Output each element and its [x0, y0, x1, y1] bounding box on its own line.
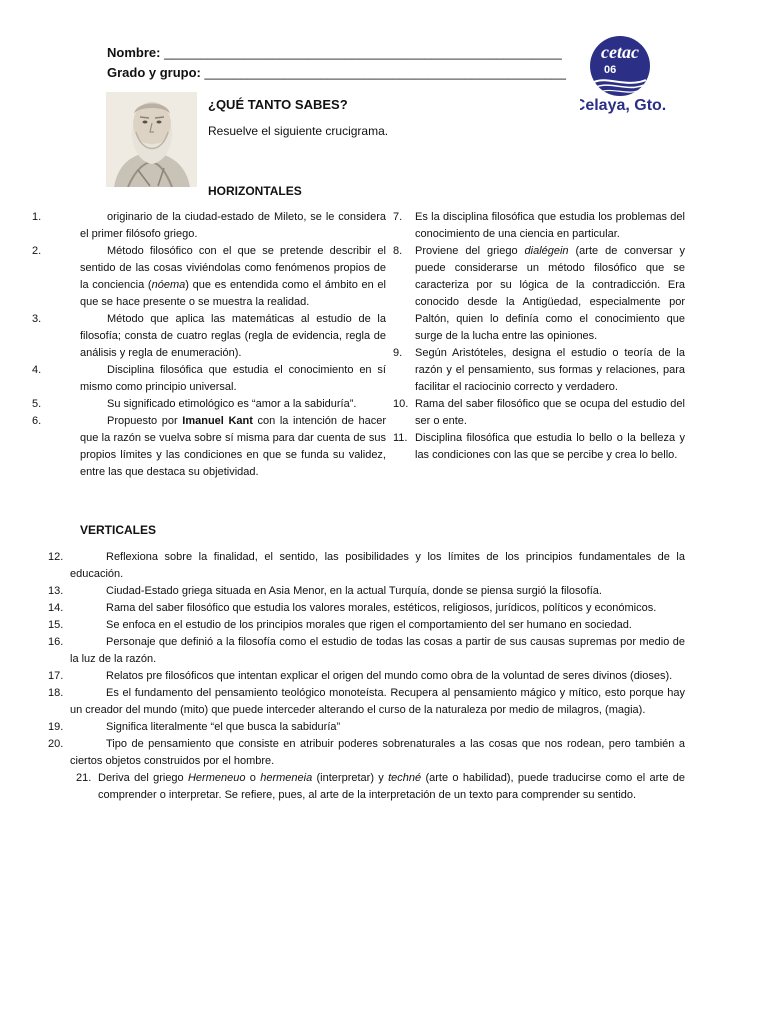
text-run: Se enfoca en el estudio de los principios morales que rigen el comportamiento del ser humano en sociedad.	[106, 619, 632, 631]
text-run: Es el fundamento del pensamiento teológico monoteísta. Recupera al pensamiento mágico y mítico, esto porque hay un creador del mundo (mito) que puede interceder alterando el curso de la naturaleza por medio de milagros, (magia).	[70, 687, 685, 716]
italic-term: Hermeneuo	[187, 772, 246, 784]
clue-text	[70, 668, 685, 685]
vertical-clues	[48, 549, 685, 804]
clue-text	[70, 617, 685, 634]
clue-6	[32, 413, 386, 481]
text-run: Ciudad-Estado griega situada en Asia Menor, en la actual Turquía, donde se piensa surgió la filosofía.	[106, 585, 602, 597]
clue-number: 21.	[76, 772, 92, 784]
clue-number: 2.	[32, 245, 42, 257]
clue-text	[98, 770, 685, 804]
text-run: Relatos pre filosóficos que intentan explicar el origen del mundo como obra de la voluntad de seres divinos (dioses).	[106, 670, 673, 682]
text-run: Método que aplica las matemáticas al estudio de la filosofía; consta de cuatro reglas (regla de evidencia, regla de análisis y regla de enumeración).	[80, 313, 386, 359]
italic-term: dialégein	[524, 245, 569, 257]
clue-number: 3.	[32, 313, 42, 325]
clue-number: 11.	[393, 432, 408, 444]
italic-term: techné	[388, 772, 422, 784]
logo-city: Celaya, Gto.	[580, 97, 667, 114]
text-run: Propuesto por	[107, 415, 183, 427]
clue-text	[70, 600, 685, 617]
clue-text	[70, 736, 685, 770]
clue-number: 20.	[48, 738, 64, 750]
clue-15	[48, 617, 685, 634]
clue-text	[80, 364, 386, 393]
clue-text	[70, 634, 685, 668]
text-run: Tipo de pensamiento que consiste en atribuir poderes sobrenaturales a las cosas que nos rodean, pero también a ciertos objetos construidos por el hombre.	[70, 738, 685, 767]
clue-number: 18.	[48, 687, 64, 699]
clue-number: 12.	[48, 551, 64, 563]
clue-1	[32, 209, 386, 243]
clue-12	[48, 549, 685, 583]
logo-badge-number: 06	[604, 64, 617, 76]
clue-text	[415, 211, 685, 240]
clue-number: 8.	[393, 245, 403, 257]
clue-3	[32, 311, 386, 362]
grade-line: __________________________________________________	[204, 65, 567, 80]
name-label: Nombre:	[107, 45, 161, 60]
text-run: con la intención de hacer que la razón se vuelva sobre sí misma para dar cuenta de sus propios límites y las condiciones en que se funda su validez, entre las que destaca su objetividad.	[80, 415, 386, 478]
text-run: Proviene del griego	[415, 245, 525, 257]
text-run: (interpretar) y	[312, 772, 389, 784]
name-field[interactable]	[107, 45, 562, 60]
clue-number: 19.	[48, 721, 64, 733]
clue-number: 13.	[48, 585, 64, 597]
cetac-logo	[580, 30, 670, 130]
instructions: Resuelve el siguiente crucigrama.	[208, 124, 389, 138]
clue-number: 14.	[48, 602, 64, 614]
grade-field[interactable]	[107, 65, 566, 80]
clue-text	[80, 245, 386, 308]
clue-10	[393, 396, 685, 430]
clue-text	[70, 549, 685, 583]
clue-text	[415, 398, 685, 427]
clue-16	[48, 634, 685, 668]
clue-number: 1.	[32, 211, 42, 223]
text-run: Su significado etimológico es “amor a la sabiduría”.	[107, 398, 357, 410]
text-run: Disciplina filosófica que estudia el conocimiento en sí mismo como principio universal.	[80, 364, 386, 393]
clue-19	[48, 719, 685, 736]
text-run: Método filosófico con el que se pretende describir el sentido de las cosas viviéndolas como fenómenos propios de la conciencia (	[80, 245, 386, 291]
italic-term: hermeneia	[260, 772, 313, 784]
clue-text	[107, 398, 356, 410]
text-run: o	[245, 772, 261, 784]
text-run: Reflexiona sobre la finalidad, el sentido, las posibilidades y los límites de los principios fundamentales de la educación.	[70, 551, 685, 580]
clue-7	[393, 209, 685, 243]
clue-number: 10.	[393, 398, 409, 410]
text-run: Es la disciplina filosófica que estudia los problemas del conocimiento de una ciencia en particular.	[415, 211, 685, 240]
logo-badge-text: cetac	[601, 42, 639, 62]
verticals-heading: VERTICALES	[80, 523, 157, 537]
clue-number: 6.	[32, 415, 42, 427]
text-run: (arte o habilidad), puede traducirse como el arte de comprender o interpretar. Se refiere, pues, al arte de la interpretación de un texto para comprender su sentido.	[98, 772, 685, 801]
text-run: ) que es entendida como el ámbito en el que se hace presente o se muestra la realidad.	[80, 279, 386, 308]
clue-18	[48, 685, 685, 719]
clue-number: 9.	[393, 347, 403, 359]
text-run: Deriva del griego	[98, 772, 188, 784]
horizontal-clues-left	[32, 209, 386, 481]
text-run: Rama del saber filosófico que se ocupa del estudio del ser o ente.	[415, 398, 685, 427]
clue-number: 4.	[32, 364, 42, 376]
italic-term: nóema	[151, 279, 186, 291]
clue-text	[70, 583, 685, 600]
clue-text	[80, 415, 386, 478]
clue-number: 17.	[48, 670, 64, 682]
clue-number: 15.	[48, 619, 64, 631]
page-title: ¿QUÉ TANTO SABES?	[208, 97, 348, 112]
clue-text	[70, 719, 685, 736]
text-run: Según Aristóteles, designa el estudio o teoría de la razón y el pensamiento, sus formas y relaciones, para facilitar el raciocinio correcto y verdadero.	[415, 347, 685, 393]
clue-13	[48, 583, 685, 600]
clue-21	[48, 770, 685, 804]
clue-5	[32, 396, 386, 413]
clue-number: 5.	[32, 398, 42, 410]
clue-text	[415, 432, 685, 461]
clue-2	[32, 243, 386, 311]
text-run: Disciplina filosófica que estudia lo bello o la belleza y las condiciones con las que se percibe y crea lo bello.	[415, 432, 685, 461]
clue-20	[48, 736, 685, 770]
clue-number: 16.	[48, 636, 64, 648]
clue-text	[80, 211, 386, 240]
text-run: Personaje que definió a la filosofía como el estudio de todas las cosas a partir de sus causas supremas por medio de la luz de la razón.	[70, 636, 685, 665]
clue-number: 7.	[393, 211, 403, 223]
philosopher-bust-image	[106, 92, 197, 187]
grade-label: Grado y grupo:	[107, 65, 201, 80]
bold-term: Imanuel Kant	[182, 415, 253, 427]
name-line: _______________________________________________________	[164, 45, 562, 60]
clue-9	[393, 345, 685, 396]
clue-8	[393, 243, 685, 345]
clue-4	[32, 362, 386, 396]
horizontals-heading: HORIZONTALES	[208, 184, 302, 198]
clue-11	[393, 430, 685, 464]
text-run: Rama del saber filosófico que estudia los valores morales, estéticos, religiosos, jurídicos, políticos y económicos.	[106, 602, 657, 614]
text-run: (arte de conversar y puede considerarse un método filosófico que se caracteriza por su lógica de la contradicción. Era conocido desde la Antigüedad, especialmente por Paltón, quien lo definía como el conocimiento que surge de la lucha entre las opiniones.	[415, 245, 685, 342]
clue-text	[70, 685, 685, 719]
clue-14	[48, 600, 685, 617]
clue-text	[415, 347, 685, 393]
clue-text	[415, 245, 685, 342]
text-run: originario de la ciudad-estado de Mileto, se le considera el primer filósofo griego.	[80, 211, 386, 240]
clue-17	[48, 668, 685, 685]
horizontal-clues-right	[393, 209, 685, 464]
clue-text	[80, 313, 386, 359]
text-run: Significa literalmente “el que busca la sabiduría”	[106, 721, 341, 733]
